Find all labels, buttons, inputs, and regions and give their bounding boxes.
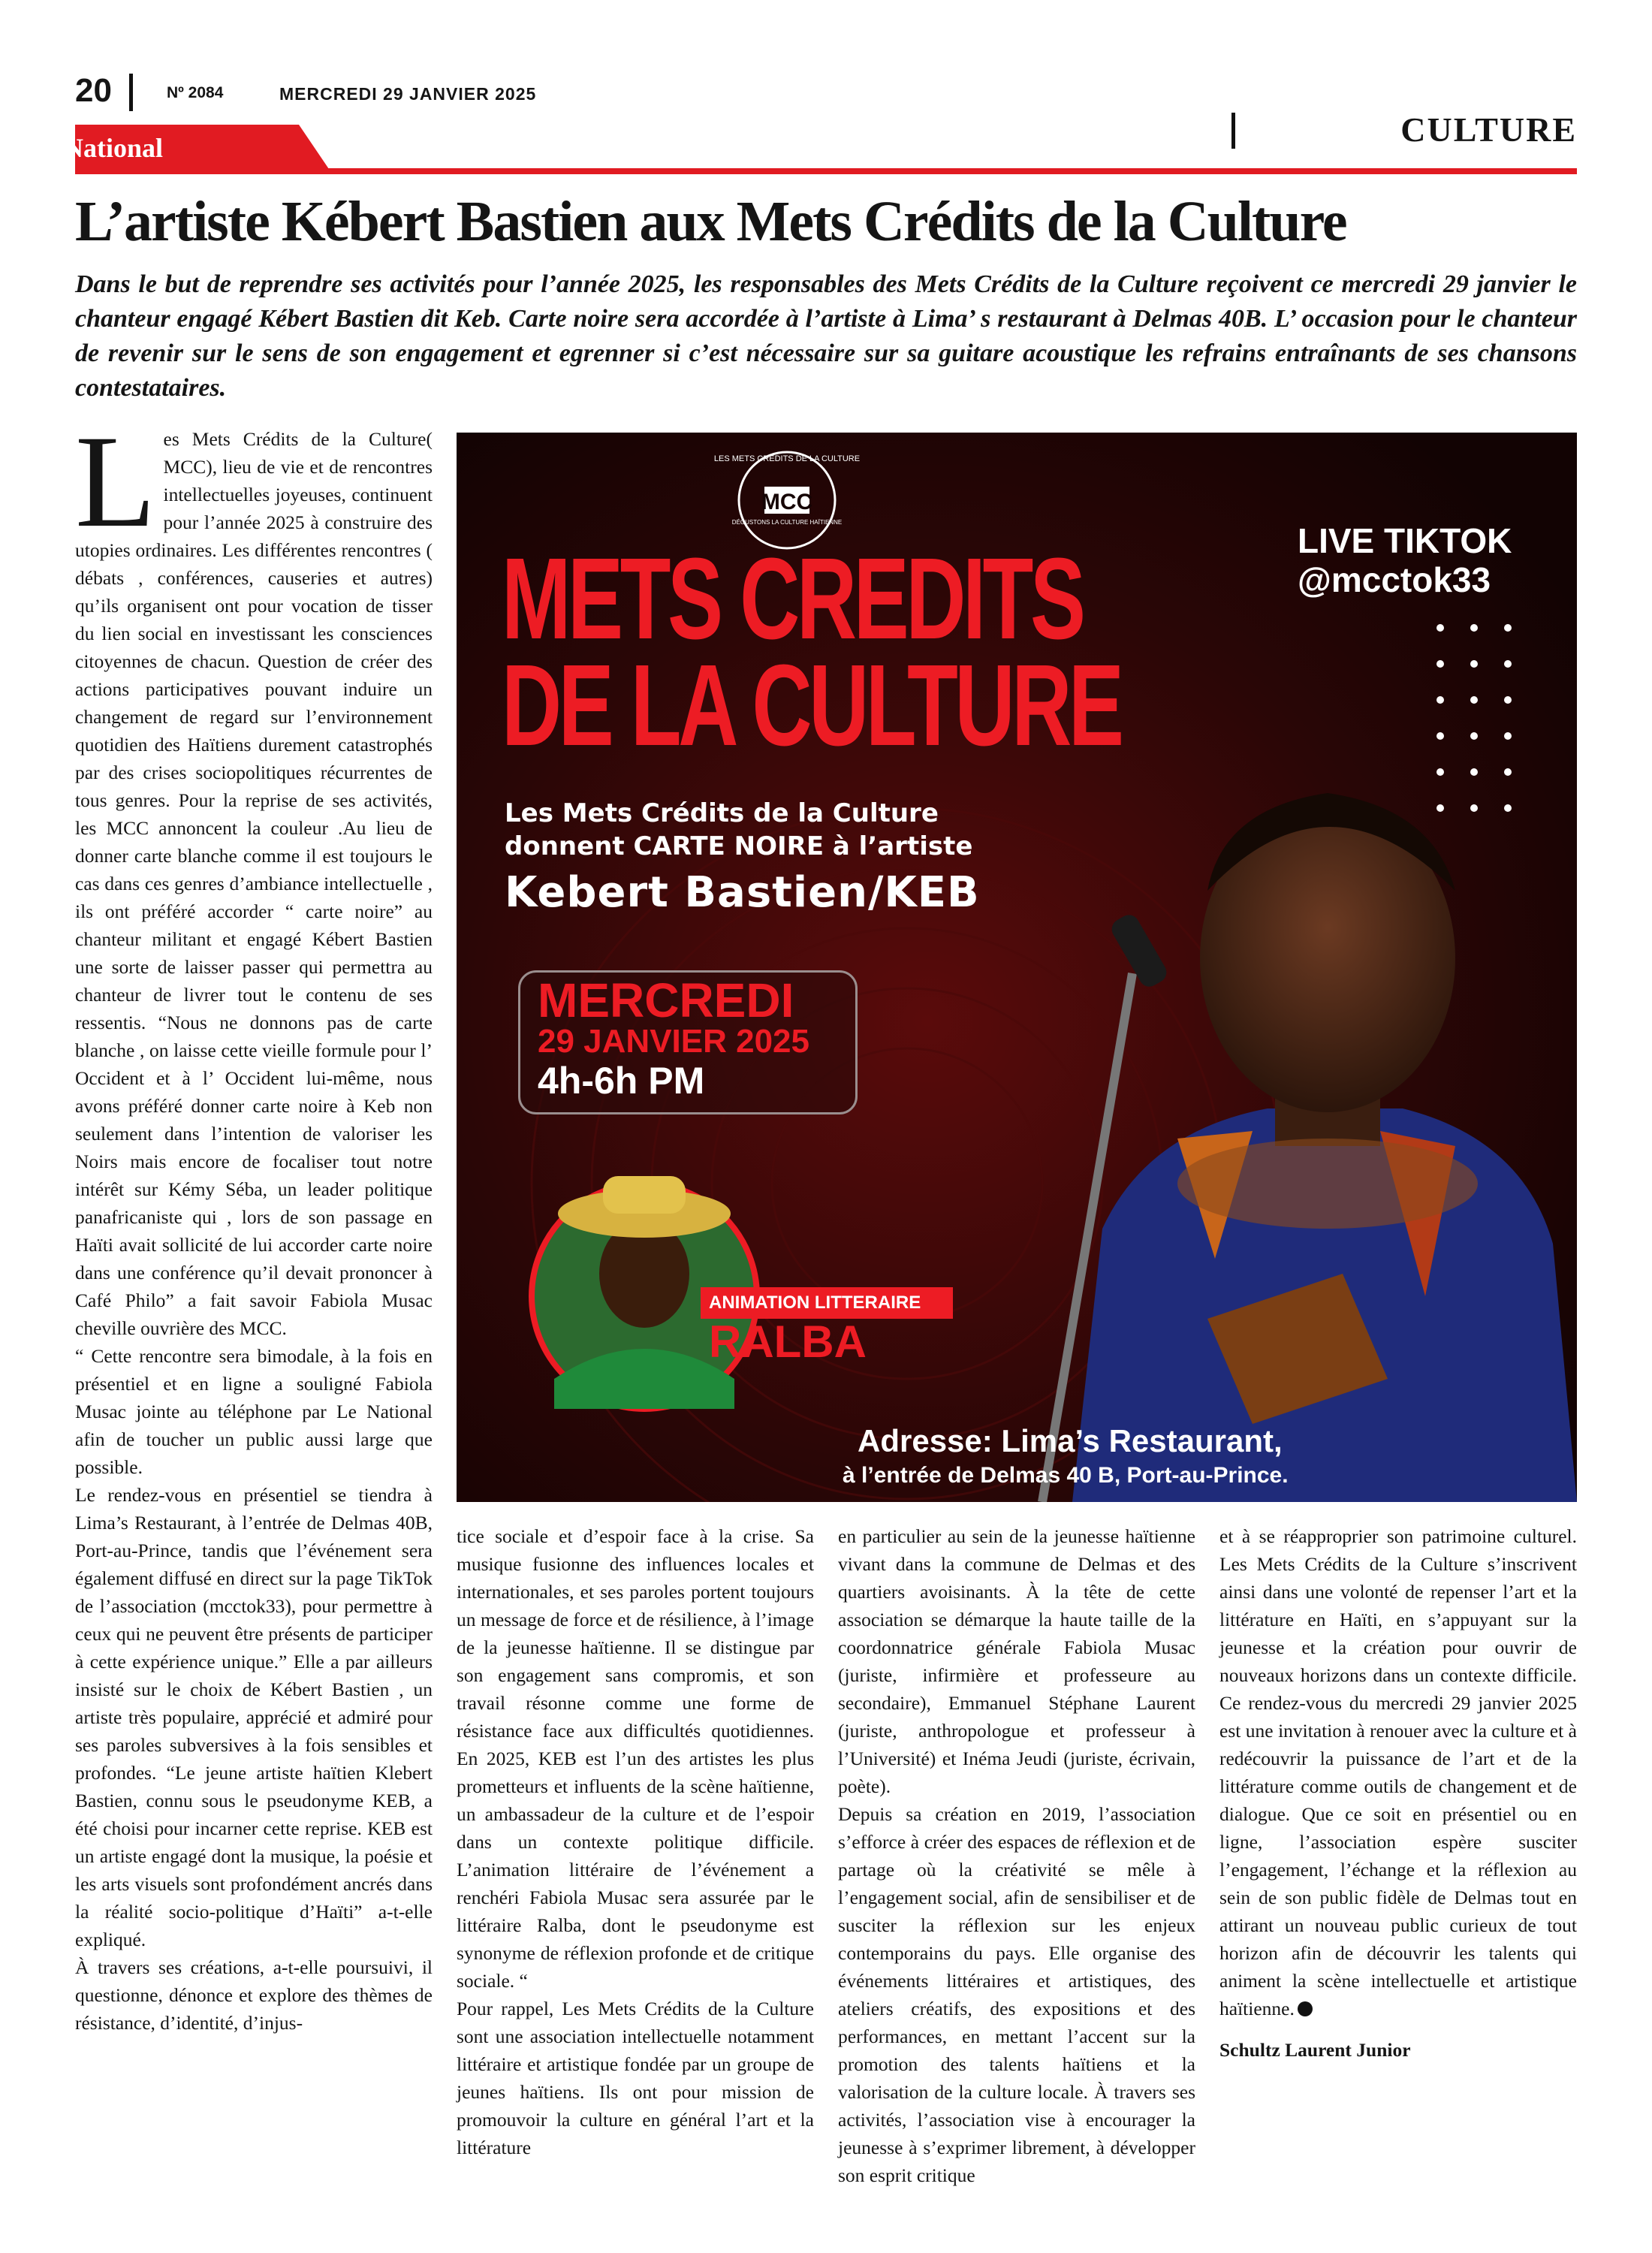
dot-grid-decoration	[1433, 620, 1523, 816]
issue-date: MERCREDI 29 JANVIER 2025	[279, 84, 537, 104]
drop-cap: L	[75, 409, 156, 555]
poster-day: MERCREDI	[538, 973, 794, 1027]
paragraph	[75, 409, 433, 1481]
section-label[interactable]: CULTURE	[1400, 110, 1577, 149]
tiktok-handle[interactable]: LIVE TIKTOK @mcctok33	[1298, 521, 1512, 599]
poster-date: 29 JANVIER 2025	[538, 1023, 809, 1060]
headline: L’artiste Kébert Bastien aux Mets Crédits de la Culture	[75, 190, 1346, 253]
poster-subtitle-line-1: Les Mets Crédits de la Culture	[505, 798, 939, 828]
event-poster	[457, 433, 1577, 1502]
article-column-2	[457, 1522, 814, 2161]
paragraph-text: et à se réapproprier son patrimoine culturel. Les Mets Crédits de la Culture s’inscrivent ainsi dans une volonté de repenser l’art et la littérature en Haïti, en s’appuyant sur la jeunesse et la création pour ouvrir de nouveaux horizons dans un contexte difficile. Ce rendez-vous du mercredi 29 janvier 2025 est une invitation à renouer avec la culture et à redécouvrir la puissance de l’art et de la littérature comme outils de changement et de dialogue. Que ce soit en présentiel ou en ligne, l’association espère susciter l’engagement, l’échange et la réflexion au sein de son public fidèle de Delmas tout en attirant un nouveau public curieux de tout horizon afin de découvrir les talents qui animent la scène intellectuelle et artistique haïtienne.	[1219, 1525, 1577, 2019]
poster-artist-name: Kebert Bastien/KEB	[505, 868, 980, 917]
article-column-4	[1219, 1522, 1577, 2064]
paragraph	[1219, 1522, 1577, 2022]
animation-label: ANIMATION LITTERAIRE	[709, 1292, 921, 1313]
paragraph-text: es Mets Crédits de la Culture( MCC), lieu de vie et de rencontres intellectuelles joyeuses, continuent pour l’année 2025 à construire des utopies ordinaires. Les différentes rencontres ( débats , conférences, causeries et autres) qu’ils organisent ont pour vocation de tisser du lien social en investissant les consciences citoyennes de chacun. Question de créer des actions participatives pouvant induire un changement de regard sur l’environnement quotidien des Haïtiens durement catastrophés par des crises sociopolitiques récurrentes de tous genres. Pour la reprise de ses activités, les MCC annoncent la couleur .Au lieu de donner carte blanche comme il est toujours le cas dans ces genres d’ambiance intellectuelle , ils ont préféré accorder “ carte noire” au chanteur militant et engagé Kébert Bastien une sorte de laisser passer qui permettra au chanteur de livrer tout le contenu de ses ressentis. “Nous ne donnons pas de carte blanche , on laisse cette vieille formule pour l’ Occident et à l’ Occident lui-même, nous avons préféré donner carte noire à Keb non seulement dans l’intention de valoriser les Noirs mais encore de focaliser tout notre intérêt sur Kémy Séba, un leader politique panafricaniste qui , lors de son passage en Haïti avait sollicité de lui accorder carte noire dans une conférence qu’il devait prononcer à Café Philo” a fait savoir Fabiola Musac cheville ouvrière des MCC. “ Cette rencontre sera bimodale, à la fois en présentiel et en ligne a souligné Fabiola Musac jointe au téléphone par Le National afin de toucher un public aussi large que possible.	[75, 428, 433, 1478]
poster-title: METS CREDITS DE LA CULTURE	[502, 534, 1121, 770]
page-number: 20	[75, 72, 112, 109]
article-column-1	[75, 409, 433, 2037]
poster-address-line-1: Adresse: Lima’s Restaurant,	[858, 1423, 1283, 1458]
masthead[interactable]: Le National	[27, 133, 164, 163]
end-of-article-icon	[1298, 2001, 1313, 2016]
byline: Schultz Laurent Junior	[1219, 2039, 1411, 2061]
header-rule	[75, 168, 1577, 174]
svg-text:MCC: MCC	[761, 490, 813, 514]
svg-text:DÉGUSTONS LA CULTURE HAÏTIENNE: DÉGUSTONS LA CULTURE HAÏTIENNE	[731, 519, 843, 526]
article-column-3	[838, 1522, 1195, 2189]
section-divider	[1231, 113, 1235, 149]
paragraph: Depuis sa création en 2019, l’association s’efforce à créer des espaces de réflexion et de partage où la créativité se mêle à l’engagement social, afin de sensibiliser et de susciter la réflexion sur les enjeux contemporains du pays. Elle organise des événements littéraires et artistiques, des ateliers créatifs, des expositions et des performances, en mettant l’accent sur la promotion des talents haïtiens et la valorisation de la culture locale. À travers ses activités, l’association vise à encourager la jeunesse à s’exprimer librement, à développer son esprit critique	[838, 1803, 1195, 2186]
svg-text:LES METS CRÉDITS DE LA CULTURE: LES METS CRÉDITS DE LA CULTURE	[713, 454, 861, 463]
paragraph: en particulier au sein de la jeunesse haïtienne vivant dans la commune de Delmas et des quartiers avoisinants. À la tête de cette association se démarque la haute taille de la coordonnatrice générale Fabiola Musac (juriste, infirmière et professeure au secondaire), Emmanuel Stéphane Laurent (juriste, anthropologue et professeur à l’Université) et Inéma Jeudi (juriste, écrivain, poète).	[838, 1525, 1195, 1797]
poster-subtitle-line-2: donnent CARTE NOIRE à l’artiste	[505, 831, 973, 861]
paragraph: Le rendez-vous en présentiel se tiendra à Lima’s Restaurant, à l’entrée de Delmas 40B, Port-au-Prince, tandis que l’événement sera également diffusé en direct sur la page TikTok de l’association (mcctok33), pour permettre à ceux qui ne peuvent être présents de participer à cette expérience unique.” Elle a par ailleurs insisté sur le choix de Kébert Bastien , un artiste très populaire, apprécié et admiré pour ses paroles subversives à la fois sensibles et profondes. “Le jeune artiste haïtien Klebert Bastien, connu sous le pseudonyme KEB, a été choisi pour incarner cette reprise. KEB est un artiste engagé dont la musique, la poésie et les arts visuels sont profondément ancrés dans la réalité socio-politique d’Haïti” a-t-elle expliqué.	[75, 1484, 433, 1950]
paragraph: tice sociale et d’espoir face à la crise. Sa musique fusionne des influences locales et internationales, et ses paroles portent toujours un message de force et de résilience, à l’image de la jeunesse haïtienne. Il se distingue par son engagement sans compromis, et son travail résonne comme une forme de résistance face aux difficultés quotidiennes. En 2025, KEB est l’un des artistes les plus prometteurs et influents de la scène haïtienne, un ambassadeur de la culture et de l’espoir dans un contexte politique difficile. L’animation littéraire de l’événement a renchéri Fabiola Musac sera assurée par le littéraire Ralba, dont le pseudonyme est synonyme de réflexion profonde et de critique sociale. “	[457, 1525, 814, 1992]
issue-number: Nº 2084	[167, 84, 224, 101]
poster-time: 4h-6h PM	[538, 1060, 705, 1102]
article-lead: Dans le but de reprendre ses activités pour l’année 2025, les responsables des Mets Crédits de la Culture reçoivent ce mercredi 29 janvier le chanteur engagé Kébert Bastien dit Keb. Carte noire sera accordée à l’artiste à Lima’ s restaurant à Delmas 40B. L’ occasion pour le chanteur de revenir sur le sens de son engagement et egrenner si c’est nécessaire sur sa guitare acoustique les refrains entraînants de ses chansons contestataires.	[75, 270, 1577, 402]
paragraph: Pour rappel, Les Mets Crédits de la Culture sont une association intellectuelle notamment littéraire et artistique fondée par un groupe de jeunes haïtiens. Ils ont pour mission de promouvoir la culture en général l’art et la littérature	[457, 1998, 814, 2158]
poster-address-line-2: à l’entrée de Delmas 40 B, Port-au-Prince.	[843, 1463, 1289, 1488]
page-number-divider	[129, 74, 133, 111]
animator-name: RALBA	[709, 1317, 867, 1367]
paragraph: À travers ses créations, a-t-elle poursuivi, il questionne, dénonce et explore des thèmes de résistance, d’identité, d’injus-	[75, 1956, 433, 2034]
